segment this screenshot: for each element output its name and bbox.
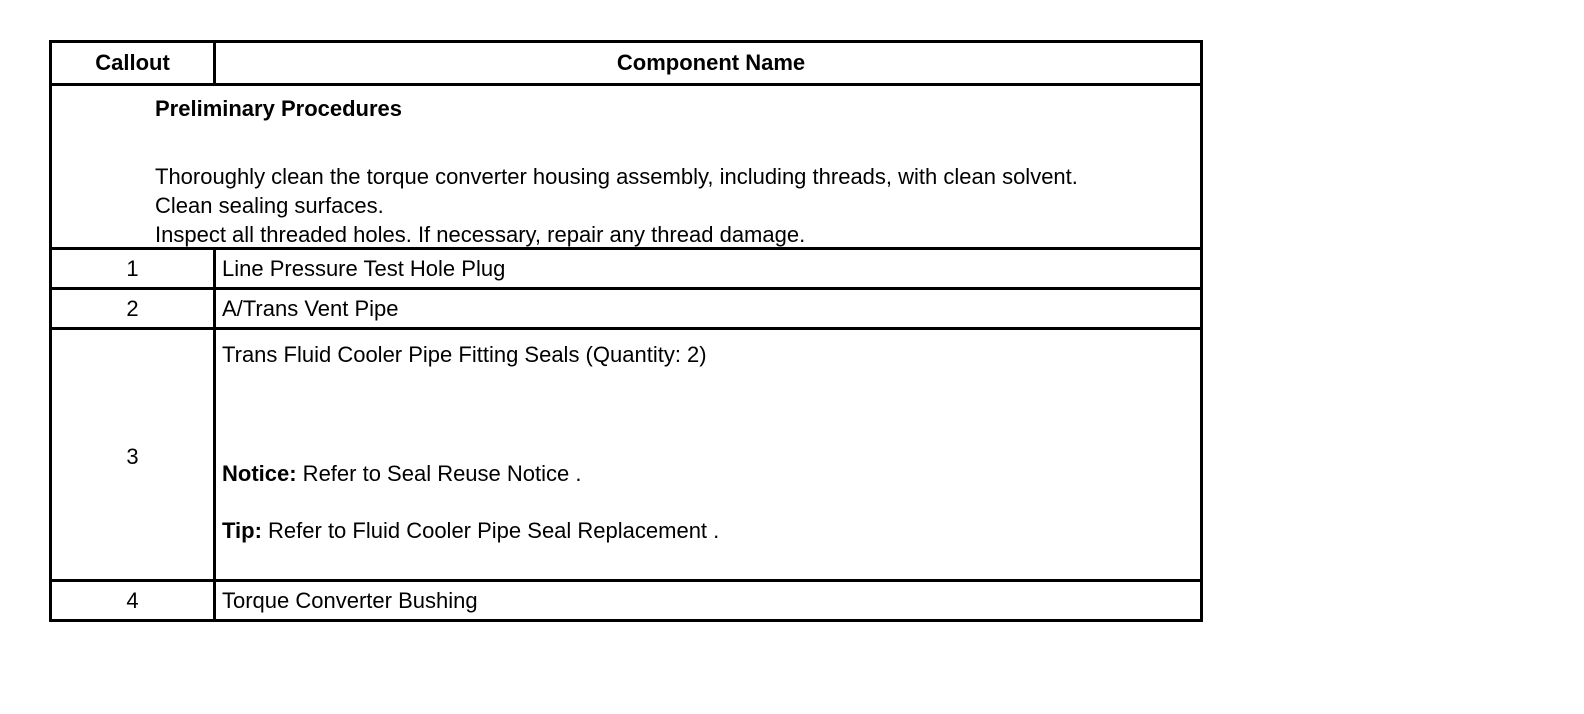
callout-number: 4 <box>52 582 216 619</box>
table-row <box>52 579 1200 619</box>
preliminary-line: Inspect all threaded holes. If necessary, repair any thread damage. <box>155 222 806 247</box>
component-name: Line Pressure Test Hole Plug <box>222 255 506 281</box>
header-callout: Callout <box>52 43 216 83</box>
callout-number: 2 <box>52 290 216 327</box>
table-header-row <box>52 43 1200 83</box>
preliminary-text <box>155 162 1078 249</box>
tip-text: Refer to Fluid Cooler Pipe Seal Replacement . <box>261 518 720 543</box>
tip-line <box>222 518 719 544</box>
callout-number: 3 <box>52 330 216 579</box>
preliminary-procedures-row <box>52 83 1200 247</box>
table-row <box>52 287 1200 327</box>
callout-number: 1 <box>52 250 216 287</box>
notice-line <box>222 461 581 487</box>
table-row <box>52 327 1200 579</box>
notice-label: Notice: <box>222 461 297 486</box>
notice-text: Refer to Seal Reuse Notice . <box>296 461 582 486</box>
preliminary-line: Clean sealing surfaces. <box>155 193 384 218</box>
component-table <box>49 40 1203 622</box>
component-details <box>216 330 1200 579</box>
header-component-name: Component Name <box>616 50 806 75</box>
component-name: Trans Fluid Cooler Pipe Fitting Seals (Quantity: 2) <box>222 342 707 367</box>
preliminary-title: Preliminary Procedures <box>155 96 403 121</box>
table-row <box>52 247 1200 287</box>
tip-label: Tip: <box>222 518 262 543</box>
preliminary-line: Thoroughly clean the torque converter housing assembly, including threads, with clean solvent. <box>155 164 1078 189</box>
component-name: Torque Converter Bushing <box>222 587 478 613</box>
component-name: A/Trans Vent Pipe <box>222 295 399 321</box>
